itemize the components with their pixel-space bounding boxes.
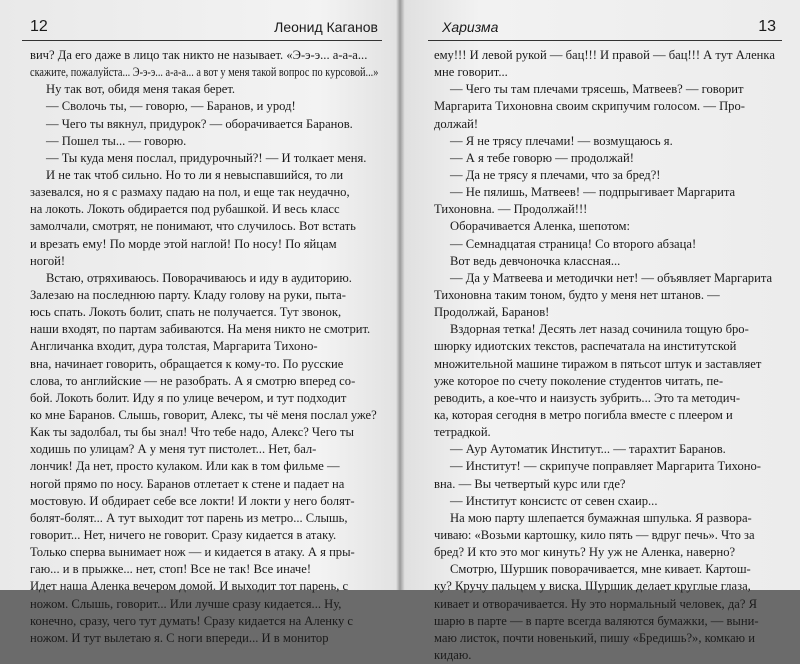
right-page-header	[428, 14, 782, 41]
text-line: кивает и отворачивается. Ну это нормальный человек, да? Я	[434, 596, 757, 611]
text-line: — Да не трясу я плечами, что за бред?!	[450, 167, 661, 182]
text-line: юсь спать. Локоть болит, спать не получается. Тут звонок,	[30, 305, 342, 320]
text-line: — Сволочь ты, — говорю, — Баранов, и урод!	[46, 99, 296, 114]
text-line: маю листок, почти новенький, пишу «Бредишь?», комкаю и	[434, 630, 755, 645]
text-line: бред? И кто это мог кинуть? Ну уж не Аленка, наверно?	[434, 545, 736, 560]
text-line: шюрку идиотских текстов, распечатала на институтской	[434, 339, 737, 354]
text-line: — Чего ты вякнул, придурок? — оборачивается Баранов.	[46, 116, 353, 131]
left-page-number: 12	[30, 18, 48, 35]
text-line: ему!!! И левой рукой — бац!!! И правой — бац!!! А тут Аленка	[434, 48, 775, 62]
text-line: вна, начинает говорить, обращается к кому-то. По русские	[30, 356, 344, 371]
text-line: кидаю.	[434, 647, 472, 662]
text-line: шарю в парте — в парте всегда валяются бумажки, — выни-	[434, 613, 759, 628]
text-line: — Я не трясу плечами! — возмущаюсь я.	[450, 133, 673, 148]
text-line: Вот ведь девчоночка класcная...	[450, 253, 621, 268]
text-line: на локоть. Локоть обдирается под рубашкой. И весь класс	[30, 202, 340, 217]
text-line: — Аур Аутоматик Институт... — тарахтит Баранов.	[450, 442, 726, 457]
text-line: ко мне Баранов. Слышь, говорит, Алекс, ты чё меня послал уже?	[30, 407, 377, 422]
text-line: множительной машине тиражом в пятьсот штук и заставляет	[434, 356, 762, 371]
text-line: говорит... Нет, ничего не говорит. Сразу кидается в атаку.	[30, 527, 337, 542]
text-line: ногой!	[30, 253, 66, 268]
right-page-text	[434, 47, 784, 664]
text-line: Идет наша Аленка вечером домой. И выходит тот парень, с	[30, 579, 349, 594]
text-line: скажите, пожалуйста... Э-э-э... а-а-а... а вот у меня такой вопрос по курсовой...»	[30, 65, 379, 80]
text-line: мне говорит...	[434, 65, 508, 80]
text-line: Только сперва вынимает нож — и кидается в атаку. А я пры-	[30, 545, 355, 560]
text-line: и врезать ему! По морде этой наглой! По носу! По яйцам	[30, 236, 337, 251]
text-line: — А я тебе говорю — продолжай!	[450, 150, 634, 165]
text-line: Встаю, отряхиваюсь. Поворачиваюсь и иду в аудиторию.	[46, 270, 352, 285]
text-line: На мою парту шлепается бумажная шпулька. Я развора-	[450, 510, 752, 525]
text-line: Ну так вот, обидя меня такая берет.	[46, 82, 236, 97]
text-line: — Да у Матвеева и методички нет! — объявляет Маргарита	[450, 270, 773, 285]
text-line: Как ты задолбал, ты бы знал! Что тебе надо, Алекс? Чего ты	[30, 425, 354, 440]
left-page-header	[22, 14, 382, 41]
left-page-text	[30, 47, 378, 647]
text-line: — Институт! — скрипуче поправляет Маргарита Тихоно-	[450, 459, 761, 474]
text-line: Оборачивается Аленка, шепотом:	[450, 219, 630, 234]
text-line: ножом. Слышь, говорит... Или лучше сразу кидается... Ну,	[30, 596, 342, 611]
text-line: бой. Локоть болит. Иду я по улице вечером, и тут подходит	[30, 390, 347, 405]
text-line: чиваю: «Возьми картошку, кило пять — вдруг печь». Что за	[434, 527, 755, 542]
text-line: вна. — Вы четвертый курс или где?	[434, 476, 626, 491]
text-line: Тихоновна таким тоном, будто у меня нет штанов. —	[434, 287, 720, 302]
text-line: ку? Кручу пальцем у виска. Шуршик делает круглые глаза,	[434, 579, 751, 594]
text-line: лончик! Да нет, просто кулаком. Или как в том фильме —	[30, 459, 340, 474]
text-line: — Пошел ты... — говорю.	[46, 133, 187, 148]
left-running-title: Леонид Каганов	[274, 19, 378, 35]
text-line: болят-болят... А тут выходит тот парень из метро... Слышь,	[30, 510, 348, 525]
text-line: ногой прямо по носу. Баранов отлетает к стене и падает на	[30, 476, 345, 491]
text-line: — Институт консистc от севен схаир...	[450, 493, 658, 508]
text-line: слова, то английские — не разобрать. А я смотрю вперед со-	[30, 373, 356, 388]
text-line: — Ты куда меня послал, придурочный?! — И толкает меня.	[46, 150, 367, 165]
left-page	[0, 0, 400, 645]
text-line: конечно, сразу, чего тут думать! Сразу кидается на Аленку с	[30, 613, 353, 628]
right-running-title: Харизма	[442, 19, 499, 35]
text-line: И не так чтоб сильно. Но то ли я невыспавшийся, то ли	[46, 167, 344, 182]
text-line: — Семнадцатая страница! Со второго абзаца!	[450, 236, 697, 251]
text-line: наши входят, по партам забиваются. На меня никто не смотрит.	[30, 322, 371, 337]
text-line: реводить, а кое-что и наизусть зубрить... Это та методич-	[434, 390, 741, 405]
text-line: Смотрю, Шуршик поворачивается, мне кивает. Картош-	[450, 562, 751, 577]
right-page-number: 13	[758, 18, 776, 35]
text-line: Вздорная тетка! Десять лет назад сочинила тощую бро-	[450, 322, 749, 337]
text-line: Тихоновна. — Продолжай!!!	[434, 202, 588, 217]
text-line: ножом. И тут вылетаю я. С ноги впереди... И в монитор	[30, 630, 329, 645]
text-line: Англичанка входит, дура толстая, Маргарита Тихоно-	[30, 339, 318, 354]
text-line: замолчали, смотрят, не понимают, что случилось. Вот встать	[30, 219, 356, 234]
right-page	[400, 0, 800, 662]
text-line: Продолжай, Баранов!	[434, 305, 550, 320]
text-line: уже которое по счету поколение студентов читать, пе-	[434, 373, 724, 388]
text-line: мостовую. И обдирает себе все локти! И локти у него болят-	[30, 493, 355, 508]
text-line: тетрадкой.	[434, 425, 491, 440]
text-line: ка, которая сегодня в метро погибла вместе с плеером и	[434, 407, 733, 422]
text-line: ходишь по улицам? А у меня тут пистолет... Нет, бал-	[30, 442, 317, 457]
text-line: Маргарита Тихоновна своим скрипучим голосом. — Про-	[434, 99, 745, 114]
text-line: зазевался, но я с размаху падаю на пол, и еще так неудачно,	[30, 185, 350, 200]
text-line: — Чего ты там плечами трясешь, Матвеев? — говорит	[450, 82, 744, 97]
text-line: должай!	[434, 116, 479, 131]
text-line: — Не пялишь, Матвеев! — подпрыгивает Маргарита	[450, 185, 736, 200]
text-line: Залезаю на последнюю парту. Кладу голову на руки, пыта-	[30, 287, 346, 302]
text-line: гаю... и в прыжке... нет, стоп! Все не так! Все иначе!	[30, 562, 312, 577]
text-line: вич? Да его даже в лицо так никто не называет. «Э-э-э... а-а-а...	[30, 48, 368, 62]
